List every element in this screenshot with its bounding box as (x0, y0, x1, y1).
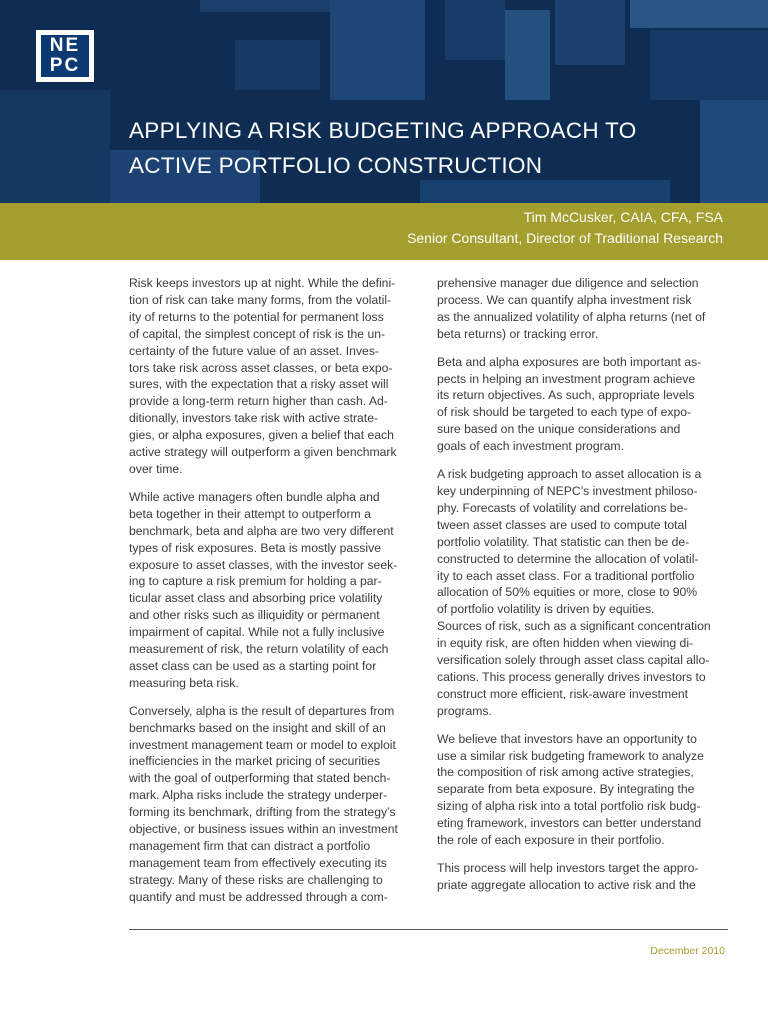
paragraph-line: with the goal of outperforming that stated bench- (129, 771, 391, 786)
paragraph-line: programs. (437, 703, 492, 718)
paragraph-line: in equity risk, are often hidden when viewing di- (437, 636, 694, 651)
paragraph-line: tion of risk can take many forms, from the volatil- (129, 292, 392, 307)
paragraph-line: management firm that can distract a portfolio (129, 839, 371, 853)
right-column (437, 275, 732, 905)
paragraph-line: Risk keeps investors up at night. While the defini- (129, 276, 396, 290)
banner-square (330, 0, 425, 100)
paragraph-line: use a similar risk budgeting framework to analyze (437, 748, 704, 763)
paragraph-line: certainty of the future value of an asset. Inves- (129, 343, 379, 358)
banner-square (630, 0, 768, 28)
author-name: Tim McCusker, CAIA, CFA, FSA (523, 209, 723, 225)
paragraph-line: While active managers often bundle alpha and (129, 489, 380, 504)
paragraph-line: cations. This process generally drives investors to (437, 669, 706, 684)
paragraph-line: sizing of alpha risk into a total portfolio risk budg- (437, 799, 701, 814)
paragraph-line: goals of each investment program. (437, 439, 624, 454)
paragraph-line: beta returns) or tracking error. (437, 326, 599, 341)
paragraph-line: priate aggregate allocation to active risk and the (437, 877, 696, 892)
paragraph-line: exposure to asset classes, with the investor seek- (129, 557, 398, 572)
paragraph-line: phy. Forecasts of volatility and correlations be- (437, 500, 688, 515)
paragraph-line: management team from effectively executing its (129, 855, 387, 870)
paragraph-line: Conversely, alpha is the result of departures from (129, 703, 395, 718)
paragraph-line: and other risks such as illiquidity or permanent (129, 608, 380, 623)
author-block (407, 207, 723, 249)
paragraph-line: forming its benchmark, drifting from the strategy’s (129, 805, 396, 820)
paragraph-line: sures, with the expectation that a risky asset will (129, 377, 389, 392)
body-paragraph (129, 275, 419, 478)
paragraph-line: benchmark, beta and alpha are two very different (129, 523, 394, 538)
paragraph-line: impairment of capital. While not a fully inclusive (129, 625, 385, 640)
nepc-logo (36, 30, 94, 82)
paragraph-line: eting framework, investors can better understand (437, 816, 702, 831)
paragraph-line: objective, or business issues within an investment (129, 822, 398, 837)
title-line-1: APPLYING A RISK BUDGETING APPROACH TO (129, 118, 637, 143)
paragraph-line: its return objectives. As such, appropriate levels (437, 388, 695, 403)
banner-square (650, 30, 768, 100)
paragraph-line: versification solely through asset class capital allo- (437, 653, 710, 668)
banner-square (445, 0, 505, 60)
paragraph-line: measuring beta risk. (129, 675, 239, 690)
banner-square (555, 0, 625, 65)
paragraph-line: investment management team or model to exploit (129, 737, 396, 752)
body-paragraph (437, 860, 732, 894)
body-paragraph (437, 275, 732, 343)
paragraph-line: mark. Alpha risks include the strategy underper- (129, 788, 388, 803)
title-line-2: ACTIVE PORTFOLIO CONSTRUCTION (129, 153, 543, 178)
paragraph-line: process. We can quantify alpha investment risk (437, 292, 692, 307)
paragraph-line: ity of returns to the potential for permanent loss (129, 309, 384, 324)
paragraph-line: prehensive manager due diligence and selection (437, 276, 699, 290)
paragraph-line: of capital, the simplest concept of risk is the un- (129, 326, 386, 341)
paragraph-line: ditionally, investors take risk with active strate- (129, 411, 379, 426)
paragraph-line: tors take risk across asset classes, or beta expo- (129, 360, 393, 375)
paragraph-line: over time. (129, 461, 183, 476)
paragraph-line: pects in helping an investment program achieve (437, 371, 696, 386)
publication-date: December 2010 (650, 945, 725, 957)
paragraph-line: as the annualized volatility of alpha returns (net of (437, 309, 706, 324)
paragraph-line: the role of each exposure in their portfolio. (437, 833, 665, 848)
banner-square (505, 10, 550, 100)
paragraph-line: separate from beta exposure. By integrating the (437, 782, 695, 797)
paragraph-line: asset class can be used as a starting point for (129, 658, 377, 673)
paragraph-line: ing to capture a risk premium for holding a par- (129, 574, 382, 589)
paragraph-line: inefficiencies in the market pricing of securities (129, 754, 381, 769)
body-paragraph (437, 731, 732, 849)
paragraph-line: portfolio volatility. That statistic can then be de- (437, 534, 690, 549)
footer-divider (129, 929, 728, 930)
banner-square (420, 180, 670, 203)
paragraph-line: measurement of risk, the return volatility of each (129, 642, 389, 657)
paragraph-line: of portfolio volatility is driven by equities. (437, 602, 655, 617)
paragraph-line: This process will help investors target the appro- (437, 861, 699, 875)
paragraph-line: types of risk exposures. Beta is mostly passive (129, 540, 381, 555)
paragraph-line: strategy. Many of these risks are challenging to (129, 872, 383, 887)
paragraph-line: We believe that investors have an opportunity to (437, 731, 697, 746)
paragraph-line: tween asset classes are used to compute total (437, 517, 687, 532)
paragraph-line: constructed to determine the allocation of volatil- (437, 551, 699, 566)
body-paragraph (437, 466, 732, 720)
page-title (129, 113, 749, 183)
paragraph-line: key underpinning of NEPC’s investment philoso- (437, 483, 698, 498)
paragraph-line: the composition of risk among active strategies, (437, 765, 694, 780)
paragraph-line: provide a long-term return higher than cash. Ad- (129, 394, 388, 409)
body-paragraph (437, 354, 732, 455)
paragraph-line: sure based on the unique considerations and (437, 422, 681, 437)
banner-square (0, 90, 110, 203)
author-role: Senior Consultant, Director of Traditional Research (407, 230, 723, 246)
paragraph-line: ity to each asset class. For a traditional portfolio (437, 568, 695, 583)
paragraph-line: Sources of risk, such as a significant concentration (437, 619, 711, 634)
logo-text-top: NE (49, 35, 81, 56)
paragraph-line: gies, or alpha exposures, given a belief that each (129, 428, 394, 443)
paragraph-line: Beta and alpha exposures are both important as- (437, 354, 702, 369)
paragraph-line: beta together in their attempt to outperform a (129, 506, 371, 521)
body-paragraph (129, 703, 419, 906)
paragraph-line: active strategy will outperform a given benchmark (129, 445, 397, 460)
paragraph-line: of risk should be targeted to each type of expo- (437, 405, 692, 420)
header-banner (0, 0, 768, 203)
left-column (129, 275, 419, 917)
body-paragraph (129, 489, 419, 692)
paragraph-line: ticular asset class and absorbing price volatility (129, 591, 383, 606)
paragraph-line: allocation of 50% equities or more, close to 90% (437, 585, 698, 600)
paragraph-line: A risk budgeting approach to asset allocation is a (437, 467, 702, 482)
paragraph-line: construct more efficient, risk-aware investment (437, 686, 689, 701)
banner-square (235, 40, 320, 90)
logo-text-bottom: PC (49, 55, 81, 76)
paragraph-line: benchmarks based on the insight and skill of an (129, 720, 386, 735)
paragraph-line: quantify and must be addressed through a com- (129, 889, 388, 904)
